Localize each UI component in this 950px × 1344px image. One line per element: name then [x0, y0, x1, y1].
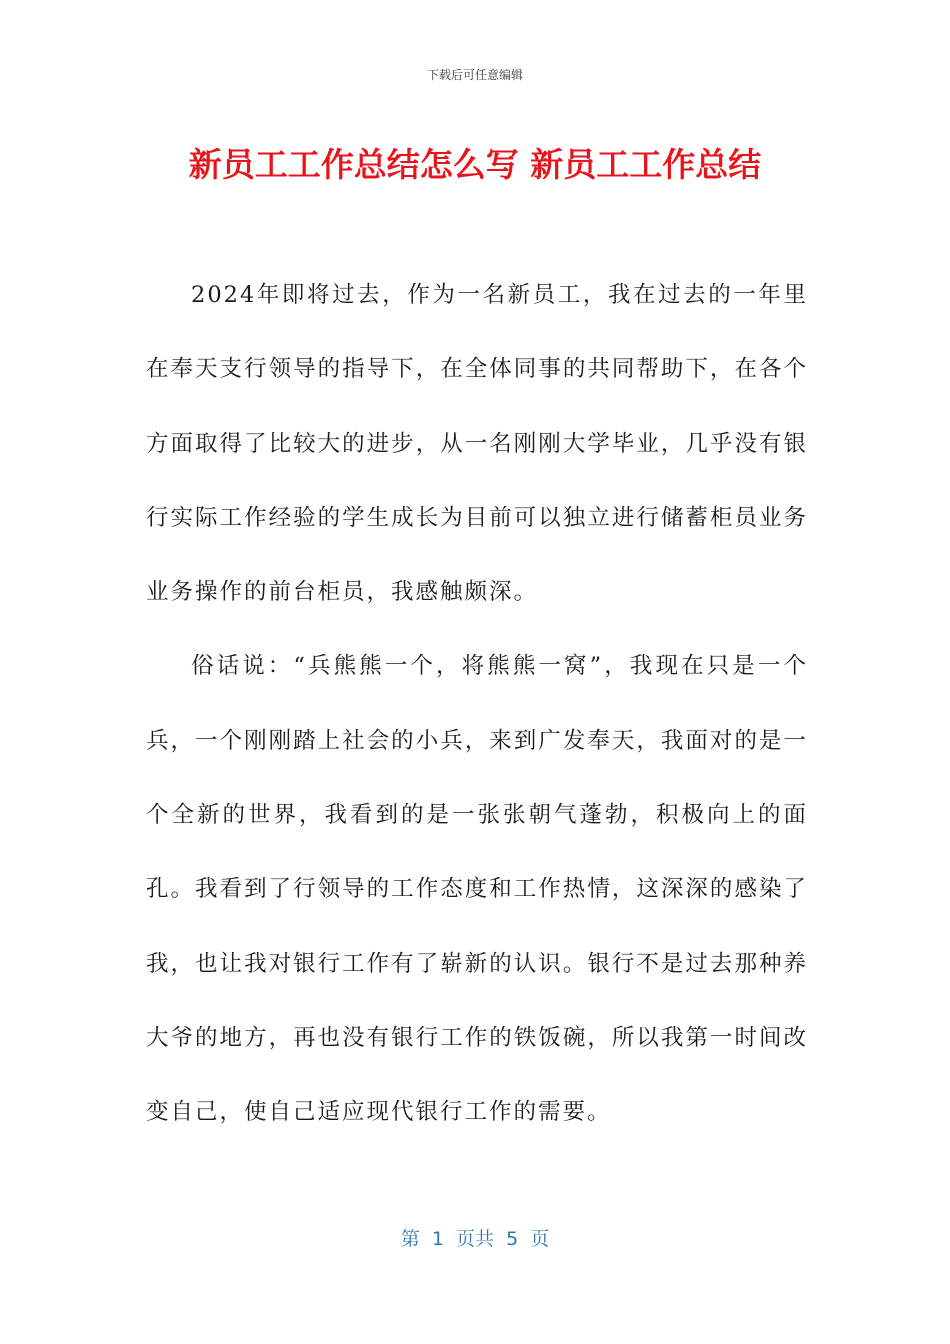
header-note: 下载后可任意编辑	[426, 68, 523, 82]
document-title: 新员工工作总结怎么写 新员工工作总结	[188, 145, 762, 184]
paragraph-2: 俗话说：“兵熊熊一个，将熊熊一窝”，我现在只是一个兵，一个刚刚踏上社会的小兵，来到广发奉天，我面对的是一个全新的世界，我看到的是一张张朝气蓬勃，积极向上的面孔。我看到了行领导的工作态度和工作热情，这深深的感染了我，也让我对银行工作有了崭新的认识。银行不是过去那种养大爷的地方，再也没有银行工作的铁饭碗，所以我第一时间改变自己，使自己适应现代银行工作的需要。	[146, 653, 808, 1126]
page-number: 第 1 页共 5 页	[400, 1228, 550, 1250]
paragraph-1: 2024年即将过去，作为一名新员工，我在过去的一年里在奉天支行领导的指导下，在全体同事的共同帮助下，在各个方面取得了比较大的进步，从一名刚刚大学毕业，几乎没有银行实际工作经验的学生成长为目前可以独立进行储蓄柜员业务业务操作的前台柜员，我感触颇深。	[146, 282, 808, 606]
document-body	[146, 258, 808, 1150]
